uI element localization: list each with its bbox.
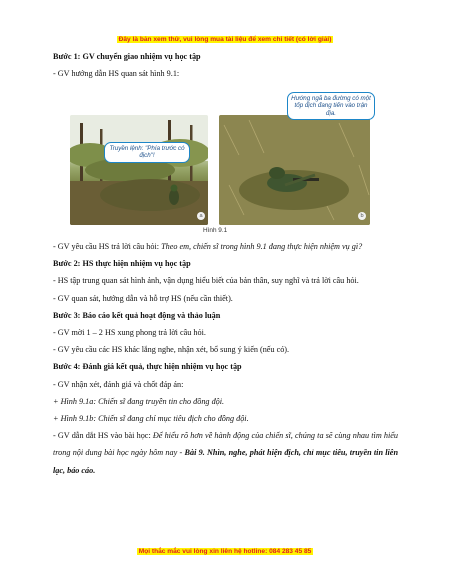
step2-line1: - HS tập trung quan sát hình ảnh, vận dụng hiểu biết của bản thân, suy nghĩ và trả lời câu hỏi. (53, 276, 359, 286)
photo-soldier-pointing (219, 115, 370, 225)
step2-line2: - GV quan sát, hướng dẫn và hỗ trợ HS (nếu cần thiết). (53, 293, 233, 303)
lesson-title: Bài 9. Nhìn, nghe, phát hiện địch, chỉ mục tiêu, truyền tin liên lạc, báo cáo. (53, 448, 398, 475)
step1-title: Bước 1: GV chuyển giao nhiệm vụ học tập (53, 52, 201, 61)
preview-banner: Đây là bản xem thử, vui lòng mua tài liệu để xem chi tiết (có lời giải) (118, 36, 332, 43)
intro-prefix: - GV dẫn dắt HS vào bài học: (53, 431, 153, 441)
question-text: Theo em, chiến sĩ trong hình 9.1 đang thực hiện nhiệm vụ gì? (161, 242, 363, 251)
lesson-intro (53, 427, 398, 479)
figure-label-b: b (358, 212, 366, 220)
speech-bubble-a: Truyền lệnh: "Phía trước có địch"! (104, 142, 190, 163)
speech-bubble-b: Hướng ngã ba đường có một tốp địch đang tiến vào trận địa. (287, 92, 375, 120)
document-body-continued (53, 238, 398, 479)
question-paragraph (53, 238, 398, 255)
step4-title: Bước 4: Đánh giá kết quả, thực hiện nhiệm vụ học tập (53, 362, 242, 372)
question-prefix: - GV yêu cầu HS trả lời câu hỏi: (53, 242, 162, 251)
step3-line2: - GV yêu cầu các HS khác lắng nghe, nhận xét, bổ sung ý kiến (nếu có). (53, 345, 290, 355)
document-body (53, 48, 398, 82)
intro-italic: Để hiểu rõ hơn về hành động của chiến sĩ, chúng ta sẽ cùng nhau tìm hiểu trong nội dung bài học ngày hôm nay - (53, 431, 398, 458)
step2-title: Bước 2: HS thực hiện nhiệm vụ học tập (53, 259, 191, 269)
hotline-banner: Mọi thắc mắc vui lòng xin liên hệ hotline: 084 283 45 85 (138, 548, 312, 555)
step3-line1: - GV mời 1 – 2 HS xung phong trả lời câu hỏi. (53, 328, 206, 338)
step3-title: Bước 3: Báo cáo kết quả hoạt động và thảo luận (53, 310, 221, 320)
step4-line1: - GV nhận xét, đánh giá và chốt đáp án: (53, 379, 184, 389)
figure-label-a: a (197, 212, 205, 220)
step1-guide: - GV hướng dẫn HS quan sát hình 9.1: (53, 69, 180, 79)
figure-caption: Hình 9.1 (203, 227, 228, 234)
answer-a: + Hình 9.1a: Chiến sĩ đang truyền tin cho đồng đội. (53, 396, 225, 406)
figure-9-1 (70, 92, 370, 240)
answer-b: + Hình 9.1b: Chiến sĩ đang chỉ mục tiêu địch cho đồng đội. (53, 414, 249, 424)
photo-soldier-relay (70, 115, 208, 225)
